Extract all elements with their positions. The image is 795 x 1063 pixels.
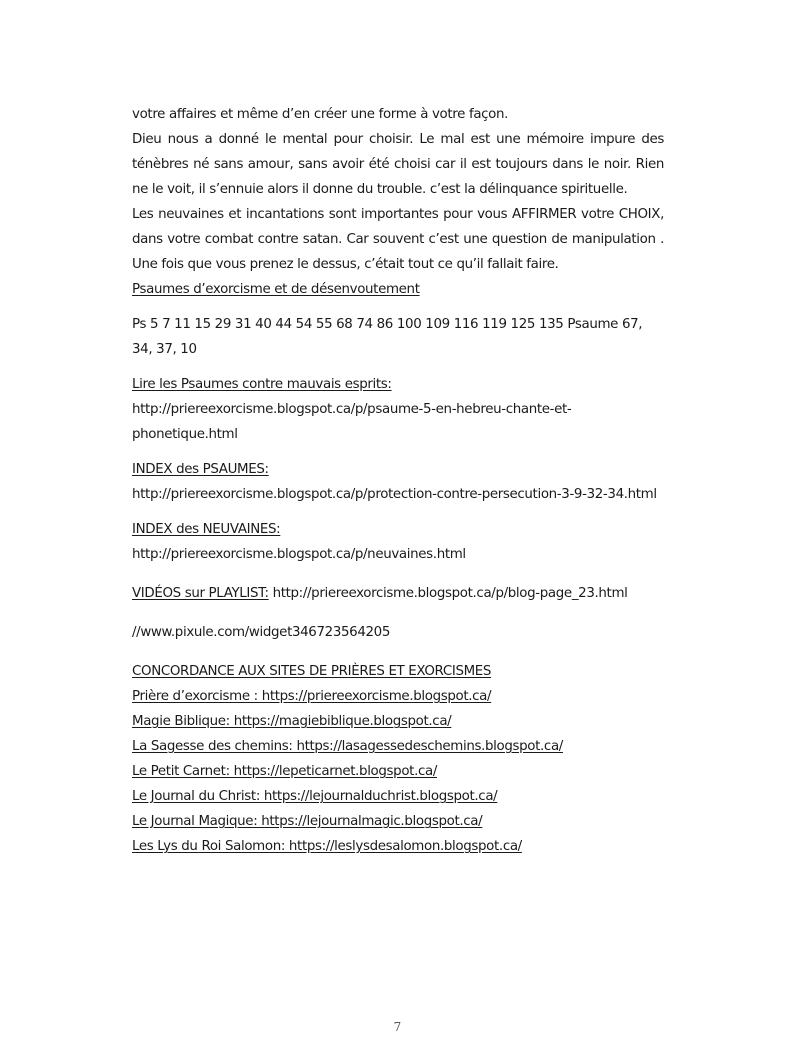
site-link-petit-carnet[interactable]: Le Petit Carnet: https://lepeticarnet.blogspot.ca/ — [132, 764, 438, 779]
lire-psaumes-link[interactable]: http://priereexorcisme.blogspot.ca/p/psaume-5-en-hebreu-chante-et-phonetique.html — [132, 402, 572, 442]
site-link-lys-salomon[interactable]: Les Lys du Roi Salomon: https://leslysdesalomon.blogspot.ca/ — [132, 839, 522, 854]
concordance-heading: CONCORDANCE AUX SITES DE PRIÈRES ET EXORCISMES — [132, 664, 492, 679]
page-number: 7 — [393, 1020, 402, 1034]
index-psaumes-label: INDEX des PSAUMES: — [132, 462, 269, 477]
site-link-journal-magique[interactable]: Le Journal Magique: https://lejournalmagic.blogspot.ca/ — [132, 814, 483, 829]
videos-label: VIDÉOS sur PLAYLIST: — [132, 586, 269, 601]
index-neuvaines-link[interactable]: http://priereexorcisme.blogspot.ca/p/neuvaines.html — [132, 547, 466, 562]
paragraph-mental: Dieu nous a donné le mental pour choisir. Le mal est une mémoire impure des ténèbres né sans amour, sans avoir été choisi car il est toujours dans le noir. Rien ne le voit, il s’ennuie alors il donne du trouble. c’est la délinquance spirituelle. — [132, 132, 664, 197]
lire-psaumes-label: Lire les Psaumes contre mauvais esprits: — [132, 377, 392, 392]
intro-line: votre affaires et même d’en créer une forme à votre façon. — [132, 107, 509, 122]
psalms-list: Ps 5 7 11 15 29 31 40 44 54 55 68 74 86 100 109 116 119 125 135 Psaume 67, 34, 37, 10 — [132, 317, 643, 357]
pixule-widget-link[interactable]: //www.pixule.com/widget346723564205 — [132, 625, 391, 640]
index-neuvaines-label: INDEX des NEUVAINES: — [132, 522, 281, 537]
site-link-sagesse-chemins[interactable]: La Sagesse des chemins: https://lasagessedeschemins.blogspot.ca/ — [132, 739, 563, 754]
index-psaumes-link[interactable]: http://priereexorcisme.blogspot.ca/p/protection-contre-persecution-3-9-32-34.html — [132, 487, 657, 502]
document-page — [132, 102, 664, 859]
psalms-heading: Psaumes d’exorcisme et de désenvoutement — [132, 282, 420, 297]
videos-link[interactable]: http://priereexorcisme.blogspot.ca/p/blog-page_23.html — [268, 586, 628, 601]
paragraph-neuvaines: Les neuvaines et incantations sont importantes pour vous AFFIRMER votre CHOIX, dans votre combat contre satan. Car souvent c’est une question de manipulation . Une fois que vous prenez le dessus, c’était tout ce qu’il fallait faire. — [132, 207, 664, 272]
site-link-priere-exorcisme[interactable]: Prière d’exorcisme : https://priereexorcisme.blogspot.ca/ — [132, 689, 492, 704]
site-link-magie-biblique[interactable]: Magie Biblique: https://magiebiblique.blogspot.ca/ — [132, 714, 452, 729]
site-link-journal-christ[interactable]: Le Journal du Christ: https://lejournalduchrist.blogspot.ca/ — [132, 789, 498, 804]
